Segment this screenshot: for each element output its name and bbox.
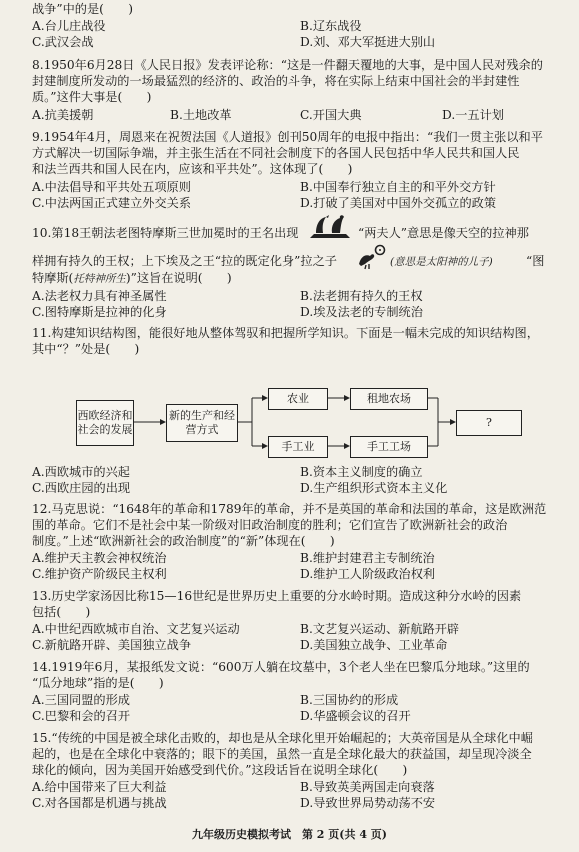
q15-option-d: D.导致世界局势动荡不安 — [300, 796, 436, 810]
diagram-box-unknown: ? — [456, 410, 522, 436]
diagram-box-leased-farm: 租地农场 — [350, 388, 428, 410]
page-footer: 九年级历史模拟考试 第 2 页(共 4 页) — [191, 828, 388, 841]
q8-option-c: C.开国大典 — [300, 108, 362, 122]
question-10-line-2a: 样拥有持久的王权；上下埃及之王“拉的既定化身”拉之子 — [32, 254, 337, 268]
q12-option-d: D.维护工人阶级政治权利 — [300, 567, 436, 581]
question-14-line-2: “瓜分地球”指的是( ) — [32, 676, 164, 690]
q11-option-c: C.西欧庄园的出现 — [32, 481, 131, 495]
q10-option-c: C.图特摩斯是拉神的化身 — [32, 305, 167, 319]
q10-option-d: D.埃及法老的专制统治 — [300, 305, 423, 319]
q7-option-d: D.刘、邓大军挺进大别山 — [300, 35, 436, 49]
q12-option-b: B.维护封建君主专制统治 — [300, 551, 435, 565]
q14-option-b: B.三国协约的形成 — [300, 693, 399, 707]
question-10-line-1: 10.第18王朝法老图特摩斯三世加冕时的王名出现 — [32, 226, 299, 240]
q7-option-b: B.辽东战役 — [300, 19, 362, 33]
question-8-line-1: 8.1950年6月28日《人民日报》发表评论称：“这是一件翻天覆地的大事，是中国人民对残余的 — [32, 58, 543, 72]
question-14-line-1: 14.1919年6月，某报纸发文说：“600万人躺在坟墓中，3个老人坐在巴黎瓜分地球。”这里的 — [32, 660, 530, 674]
q10-option-b: B.法老拥有持久的王权 — [300, 289, 423, 303]
q14-option-a: A.三国同盟的形成 — [32, 693, 130, 707]
q9-option-a: A.中法倡导和平共处五项原则 — [32, 180, 191, 194]
question-10-line-3b: 托特神所生 — [73, 273, 126, 285]
question-7-stem-tail: 战争”中的是( ) — [32, 2, 134, 16]
question-11-line-2: 其中“？”处是( ) — [32, 342, 140, 356]
question-15-line-2: 起的，也是在全球化中衰落的；眼下的美国，虽然一直是全球化最大的获益国，却呈现冷淡全 — [32, 747, 532, 761]
q15-option-b: B.导致英美两国走向衰落 — [300, 780, 435, 794]
question-12-line-2: 围的革命。它们不是社会中某一阶级对旧政治制度的胜利；它们宣告了欧洲新社会的政治 — [32, 518, 508, 532]
question-13-line-1: 13.历史学家汤因比称15—16世纪是世界历史上重要的分水岭时期。造成这种分水岭的因素 — [32, 589, 522, 603]
diagram-box-workshop: 手工工场 — [350, 436, 428, 458]
q13-option-d: D.美国独立战争、工业革命 — [300, 638, 448, 652]
question-8-line-3: 质。”这件大事是( ) — [32, 90, 152, 104]
q11-option-d: D.生产组织形式资本主义化 — [300, 481, 448, 495]
q15-option-c: C.对各国都是机遇与挑战 — [32, 796, 167, 810]
q14-option-c: C.巴黎和会的召开 — [32, 709, 131, 723]
question-9-line-1: 9.1954年4月，周恩来在祝贺法国《人道报》创刊50周年的电报中指出：“我们一贯主张以和平 — [32, 130, 543, 144]
question-10-line-3c: )”这旨在说明( ) — [125, 271, 232, 285]
question-10-line-3a: 特摩斯( — [32, 271, 74, 285]
q10-option-a: A.法老权力具有神圣属性 — [32, 289, 167, 303]
q8-option-d: D.一五计划 — [442, 108, 504, 122]
question-8-line-2: 封建制度所发动的一场最猛烈的经济的、政治的斗争，将在实际上结束中国社会的半封建性 — [32, 74, 520, 88]
question-15-line-1: 15.“传统的中国是被全球化击败的，却也是从全球化里开始崛起的；大英帝国是从全球化中崛 — [32, 731, 533, 745]
q11-option-b: B.资本主义制度的确立 — [300, 465, 423, 479]
q8-option-a: A.抗美援朝 — [32, 108, 94, 122]
q12-option-a: A.维护天主教会神权统治 — [32, 551, 167, 565]
question-10-line-1b: “两夫人”意思是像天空的拉神那 — [358, 226, 529, 240]
diagram-box-new-production: 新的生产和经营方式 — [166, 404, 238, 442]
diagram-box-handicraft: 手工业 — [268, 436, 328, 458]
question-9-line-3: 和法兰西共和国人民在内，应该和平共处”。这体现了( ) — [32, 162, 353, 176]
question-10-line-2c: “图 — [526, 254, 545, 268]
question-12-line-1: 12.马克思说：“1648年的革命和1789年的革命，并不是英国的革命和法国的革命，这是欧洲范 — [32, 502, 547, 516]
q7-option-a: A.台儿庄战役 — [32, 19, 106, 33]
question-13-line-2: 包括( ) — [32, 605, 91, 619]
question-12-line-3: 制度。”上述“欧洲新社会的政治制度”的“新”体现在( ) — [32, 534, 335, 548]
q8-option-b: B.土地改革 — [170, 108, 232, 122]
q9-option-d: D.打破了美国对中国外交孤立的政策 — [300, 196, 497, 210]
q9-option-c: C.中法两国正式建立外交关系 — [32, 196, 192, 210]
question-10-line-2b: (意思是太阳神的儿子) — [390, 256, 493, 268]
diagram-box-agriculture: 农业 — [268, 388, 328, 410]
q13-option-c: C.新航路开辟、美国独立战争 — [32, 638, 192, 652]
question-15-line-3: 球化的倾向，因为美国开始感受到代价。”这段话旨在说明全球化( ) — [32, 763, 408, 777]
q9-option-b: B.中国奉行独立自主的和平外交方针 — [300, 180, 496, 194]
q13-option-b: B.文艺复兴运动、新航路开辟 — [300, 622, 460, 636]
question-11-line-1: 11.构建知识结构图，能很好地从整体驾驭和把握所学知识。下面是一幅未完成的知识结构图， — [32, 326, 539, 340]
q13-option-a: A.中世纪西欧城市自治、文艺复兴运动 — [32, 622, 240, 636]
question-9-line-2: 方式解决一切国际争端，并主张生活在不同社会制度下的各国人民包括中华人民共和国人民 — [32, 146, 520, 160]
q15-option-a: A.给中国带来了巨大利益 — [32, 780, 167, 794]
q14-option-d: D.华盛顿会议的召开 — [300, 709, 411, 723]
q11-option-a: A.西欧城市的兴起 — [32, 465, 130, 479]
diagram-box-economy-society: 西欧经济和社会的发展 — [76, 400, 134, 446]
q7-option-c: C.武汉会战 — [32, 35, 94, 49]
q12-option-c: C.维护资产阶级民主权利 — [32, 567, 167, 581]
